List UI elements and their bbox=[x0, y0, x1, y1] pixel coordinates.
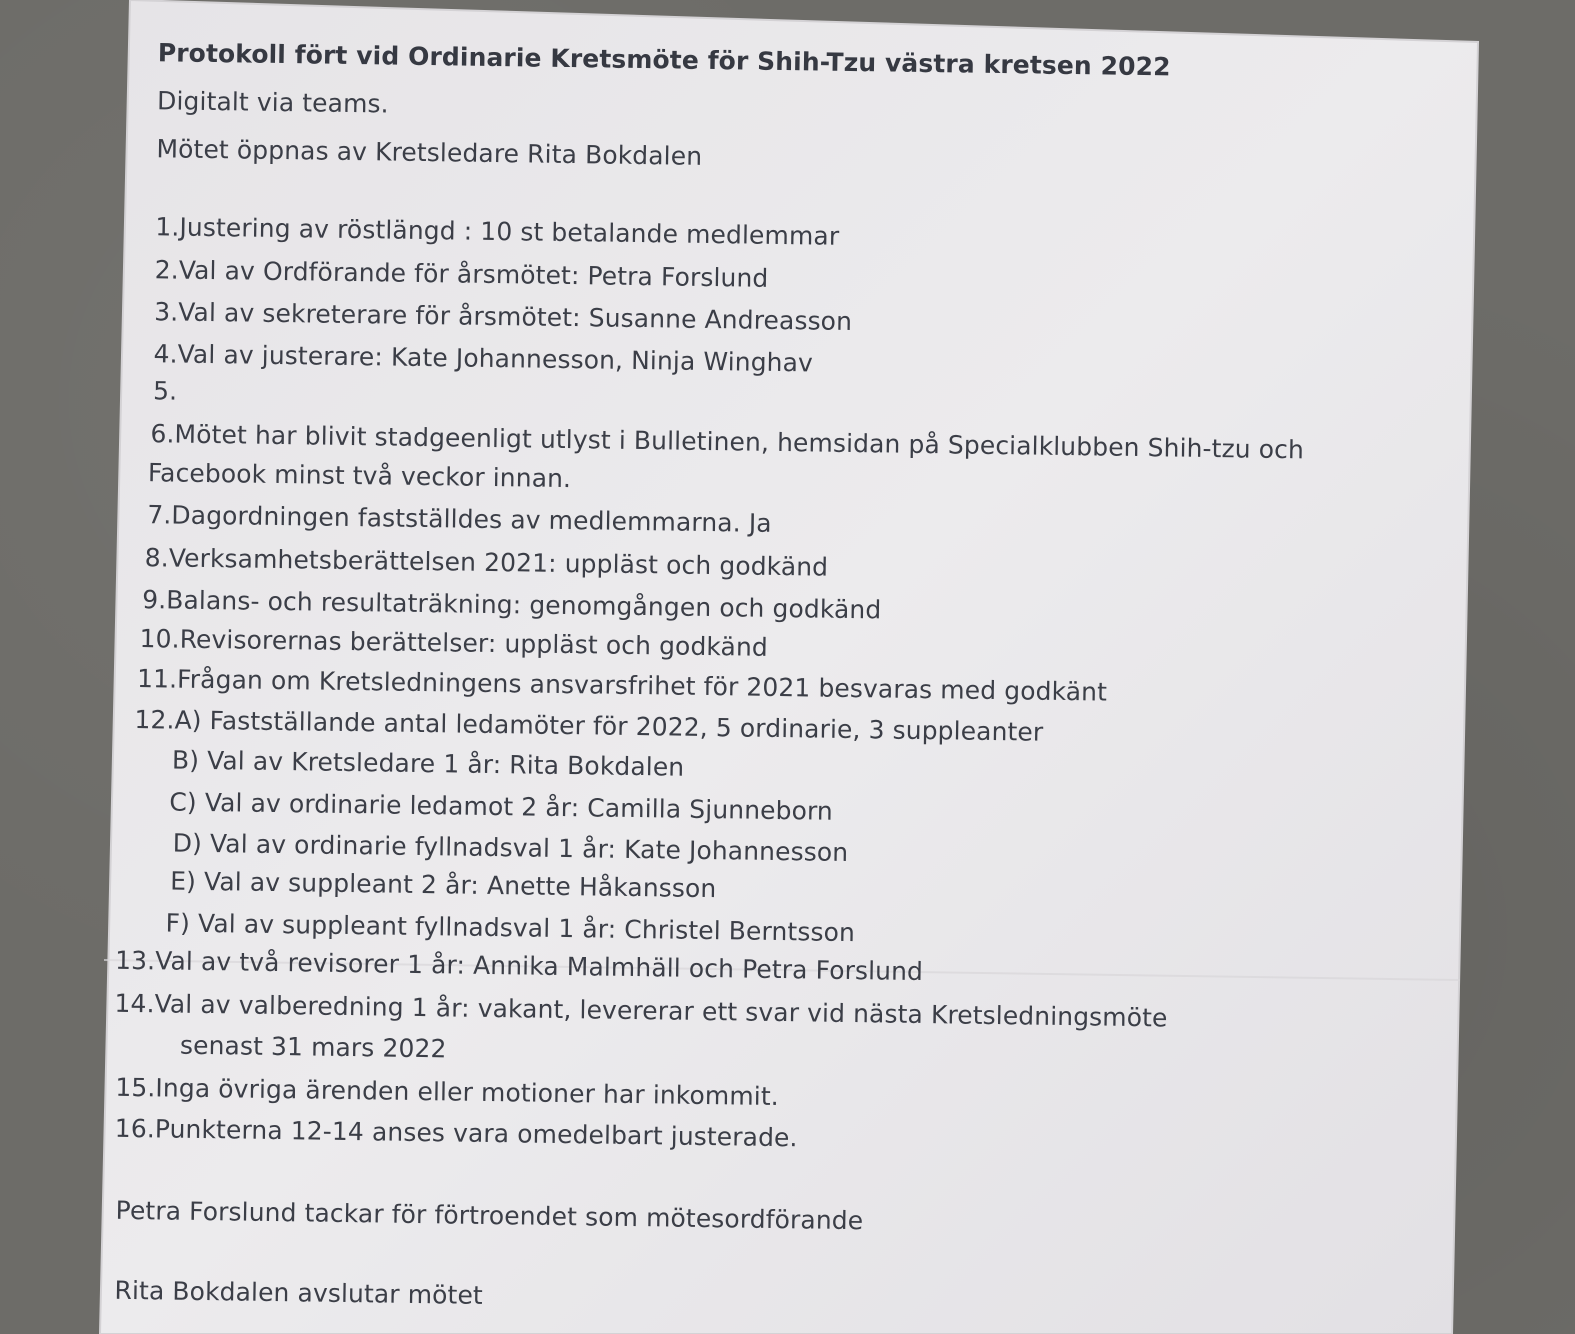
agenda-item: 4.Val av justerare: Kate Johannesson, Ninja Winghav bbox=[153, 339, 814, 378]
agenda-item: 14.Val av valberedning 1 år: vakant, levererar ett svar vid nästa Kretsledningsmöte bbox=[114, 988, 1168, 1033]
document-title: Protokoll fört vid Ordinarie Kretsmöte för Shih-Tzu västra kretsen 2022 bbox=[157, 38, 1171, 82]
agenda-item: 12.A) Fastställande antal ledamöter för 2022, 5 ordinarie, 3 suppleanter bbox=[134, 704, 1044, 747]
agenda-item: 13.Val av två revisorer 1 år: Annika Malmhäll och Petra Forslund bbox=[114, 945, 924, 987]
agenda-item: 8.Verksamhetsberättelsen 2021: uppläst och godkänd bbox=[144, 543, 829, 582]
agenda-subitem: C) Val av ordinarie ledamot 2 år: Camilla Sjunneborn bbox=[169, 787, 834, 826]
agenda-item: 9.Balans- och resultaträkning: genomgången och godkänd bbox=[141, 585, 882, 625]
closing-line: Rita Bokdalen avslutar mötet bbox=[114, 1275, 484, 1310]
agenda-item: 10.Revisorernas berättelser: uppläst och godkänd bbox=[139, 624, 769, 662]
agenda-item: 3.Val av sekreterare för årsmötet: Susanne Andreasson bbox=[154, 297, 853, 336]
agenda-subitem: B) Val av Kretsledare 1 år: Rita Bokdalen bbox=[171, 745, 685, 782]
agenda-item: 7.Dagordningen fastställdes av medlemmarna. Ja bbox=[147, 500, 772, 538]
agenda-item: 5. bbox=[152, 376, 178, 406]
opening-line: Mötet öppnas av Kretsledare Rita Bokdalen bbox=[156, 134, 703, 171]
agenda-item-continuation: senast 31 mars 2022 bbox=[179, 1030, 447, 1064]
agenda-item: 15.Inga övriga ärenden eller motioner har inkommit. bbox=[115, 1072, 779, 1112]
agenda-item: 6.Mötet har blivit stadgeenligt utlyst i Bulletinen, hemsidan på Specialklubben Shih-tzu och bbox=[150, 419, 1305, 465]
agenda-subitem: E) Val av suppleant 2 år: Anette Håkansson bbox=[170, 866, 717, 904]
agenda-subitem: F) Val av suppleant fyllnadsval 1 år: Christel Berntsson bbox=[165, 908, 856, 948]
thanks-line: Petra Forslund tackar för förtroendet som mötesordförande bbox=[115, 1195, 864, 1236]
agenda-item: 16.Punkterna 12-14 anses vara omedelbart justerade. bbox=[114, 1113, 798, 1153]
agenda-item: 11.Frågan om Kretsledningens ansvarsfrihet för 2021 besvaras med godkänt bbox=[136, 664, 1108, 707]
agenda-item-continuation: Facebook minst två veckor innan. bbox=[147, 458, 572, 494]
agenda-subitem: D) Val av ordinarie fyllnadsval 1 år: Kate Johannesson bbox=[172, 828, 849, 867]
document-subtitle: Digitalt via teams. bbox=[156, 86, 389, 119]
agenda-item: 2.Val av Ordförande för årsmötet: Petra Forslund bbox=[154, 255, 769, 293]
agenda-item: 1.Justering av röstlängd : 10 st betalande medlemmar bbox=[155, 212, 840, 251]
